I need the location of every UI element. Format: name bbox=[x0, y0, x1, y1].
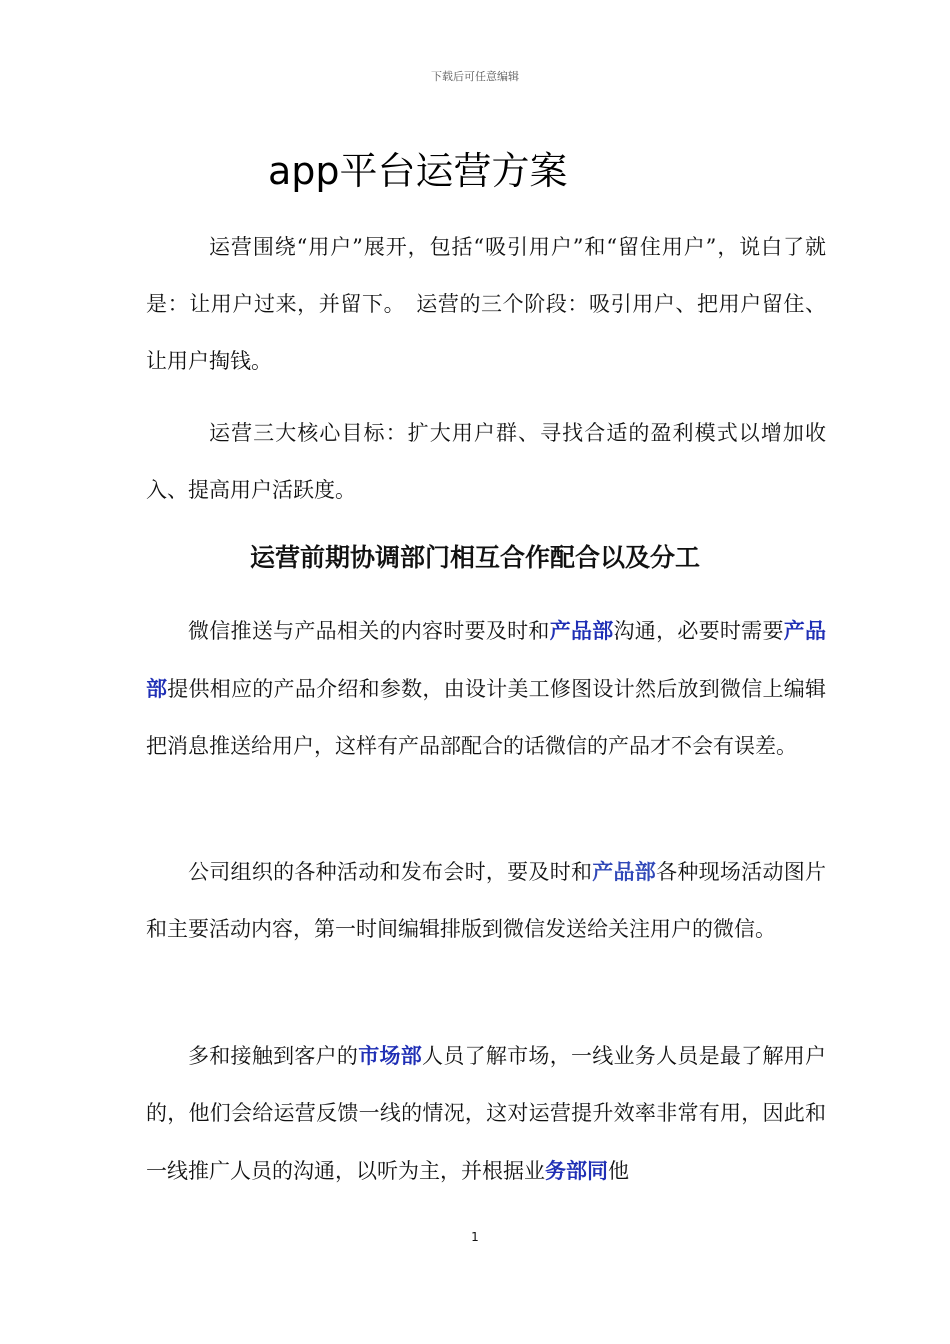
text-run: 沟通，必要时需要 bbox=[613, 619, 784, 643]
highlight-product-dept: 产品部 bbox=[146, 618, 827, 701]
highlight-business-dept: 务部同 bbox=[545, 1158, 608, 1183]
text-run: 人员了解市场，一线业务人员是最了解用户的，他们会给运营反馈一线的情况，这对运营提升效率非常有用，因此和一线推广人员的沟通，以听为主，并根据业 bbox=[146, 1044, 827, 1183]
body-text-3 bbox=[146, 1027, 826, 1200]
body-paragraph-2 bbox=[146, 843, 826, 958]
highlight-product-dept: 产品部 bbox=[549, 618, 614, 643]
intro-text-1: 运营围绕“用户”展开，包括“吸引用户”和“留住用户”，说白了就是：让用户过来，并留下。 运营的三个阶段：吸引用户、把用户留住、让用户掏钱。 bbox=[146, 235, 826, 373]
body-paragraph-3 bbox=[146, 1027, 826, 1200]
text-run: 各种现场活动图片和主要活动内容，第一时间编辑排版到微信发送给关注用户的微信。 bbox=[146, 860, 827, 941]
document-title: app平台运营方案 bbox=[268, 149, 568, 193]
text-run: 公司组织的各种活动和发布会时，要及时和 bbox=[188, 860, 593, 884]
header-note: 下载后可任意编辑 bbox=[431, 70, 519, 83]
intro-text-2: 运营三大核心目标：扩大用户群、寻找合适的盈利模式以增加收入、提高用户活跃度。 bbox=[146, 421, 826, 502]
section-heading: 运营前期协调部门相互合作配合以及分工 bbox=[249, 543, 700, 572]
highlight-market-dept: 市场部 bbox=[358, 1043, 423, 1068]
body-paragraph-1 bbox=[146, 602, 826, 775]
text-run: 多和接触到客户的 bbox=[188, 1044, 359, 1068]
body-text-1 bbox=[146, 602, 826, 775]
highlight-product-dept: 产品部 bbox=[592, 859, 657, 884]
text-run: 微信推送与产品相关的内容时要及时和 bbox=[188, 619, 550, 643]
text-run: 提供相应的产品介绍和参数，由设计美工修图设计然后放到微信上编辑把消息推送给用户，这样有产品部配合的话微信的产品才不会有误差。 bbox=[146, 677, 827, 758]
intro-paragraph-1 bbox=[146, 219, 826, 390]
intro-paragraph-2 bbox=[146, 405, 826, 519]
page-number: 1 bbox=[471, 1230, 479, 1244]
text-run: 他 bbox=[608, 1159, 629, 1183]
body-text-2 bbox=[146, 843, 826, 958]
